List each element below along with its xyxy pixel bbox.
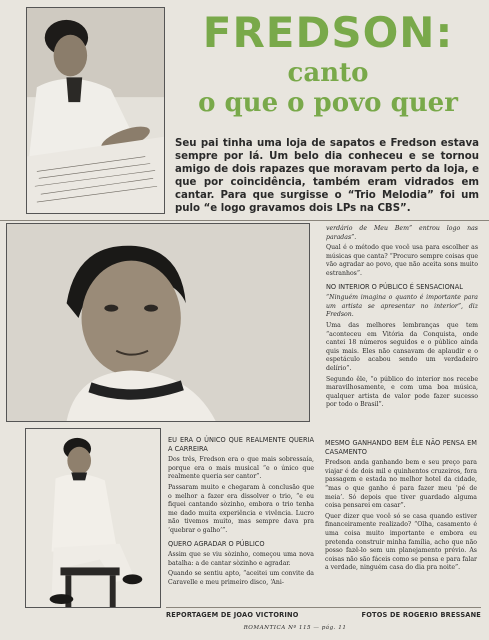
- article-column-right-bottom: [325, 435, 477, 575]
- photo-fredson-at-desk: [26, 7, 165, 214]
- divider-line: [166, 607, 481, 608]
- paragraph: “Ninguém imagina o quanto é importante para um artista se apresentar no interior”, diz Fredson.: [326, 294, 478, 319]
- article-column-right-top: [326, 225, 478, 412]
- section-heading: QUERO AGRADAR O PÚBLICO: [168, 539, 265, 548]
- paragraph: Quer dizer que você só se casa quando estiver financeiramente realizado? “Olha, casamento é uma coisa muito importante e embora eu pretenda construir minha família, acho que não posso fazê-lo sem um planejamento prévio. As coisas não são fáceis como se pensa e para falar a verdade, ninguém casa do dia pra noite”.: [325, 512, 477, 572]
- headline-subtitle-line2: o que o povo quer: [198, 88, 458, 118]
- section-heading: NO INTERIOR O PÚBLICO É SENSACIONAL: [326, 282, 463, 291]
- section-heading: EU ERA O ÚNICO QUE REALMENTE QUERIA A CARREIRA: [168, 436, 314, 453]
- section-heading: MESMO GANHANDO BEM ÊLE NÃO PENSA EM CASAMENTO: [325, 439, 477, 456]
- paragraph: Segundo êle, “o público do interior nos recebe maravilhosamente, e com uma boa música, qualquer artista de valor pode fazer sucesso por todo o Brasil”.: [326, 375, 478, 409]
- report-credit: REPORTAGEM DE JOAO VICTORINO: [166, 611, 299, 619]
- headline-subtitle-line1: canto: [287, 58, 369, 88]
- paragraph: Passaram muito e chegaram à conclusão que o melhor a fazer era dissolver o trio, “e eu fiquei cantando sòzinho, embora o trio tenha me dado muita experiência e vivência. Lucro não tivemos muito, mas sempre dava pra ‘quebrar o galho’”.: [168, 483, 314, 534]
- divider-line: [0, 220, 489, 221]
- page-footer: ROMANTICA Nº 115 — pág. 11: [243, 625, 347, 631]
- photo-fredson-portrait: [6, 223, 310, 422]
- paragraph: Uma das melhores lembranças que tem “aconteceu em Vitória da Conquista, onde cantei 18 números seguidos e o público ainda quis mais. Eles não cansavam de aplaudir e o espetáculo acabou sendo um verdadeiro delírio”.: [326, 321, 478, 372]
- article-headline: [172, 10, 484, 118]
- lead-paragraph: Seu pai tinha uma loja de sapatos e Fredson estava sempre por lá. Um belo dia conheceu e se tornou amigo de dois rapazes que moravam perto da loja, e que por coincidência, também eram vidrados em cantar. Para que surgisse o “Trio Melodia” foi um pulo “e logo gravamos dois LPs na CBS”.: [175, 138, 479, 214]
- photo-credit: FOTOS DE ROGERIO BRESSANE: [361, 611, 481, 619]
- headline-title: FREDSON:: [202, 8, 454, 57]
- paragraph: Quando se sentiu apto, “aceitei um convite da Caravelle e meu primeiro disco, ‘Ani-: [168, 570, 314, 586]
- paragraph: verdário de Meu Bem” entrou logo nas paradas”.: [326, 225, 478, 241]
- photo-credits: [166, 611, 481, 619]
- photo-fredson-seated: [25, 428, 161, 608]
- article-column-middle-bottom: [168, 432, 314, 590]
- paragraph: Qual é o método que você usa para escolher as músicas que canta? “Procuro sempre coisas que vão agradar ao povo, que não aceita sons muito estranhos”.: [326, 244, 478, 277]
- paragraph: Assim que se viu sòzinho, começou uma nova batalha: a de cantar sòzinho e agradar.: [168, 551, 314, 567]
- paragraph: Fredson anda ganhando bem e seu preço para viajar é de dois mil e quinhentos cruzeiros, fora passagem e estada no melhor hotel da cidade, “mas o que ganho é para fazer meu ‘pé de meia’. Só depois que tiver guardado alguma coisa pensarei em casar”.: [325, 459, 477, 510]
- paragraph: Dos três, Fredson era o que mais sobressaía, porque era o mais musical “e o único que realmente queria ser cantor”.: [168, 456, 314, 481]
